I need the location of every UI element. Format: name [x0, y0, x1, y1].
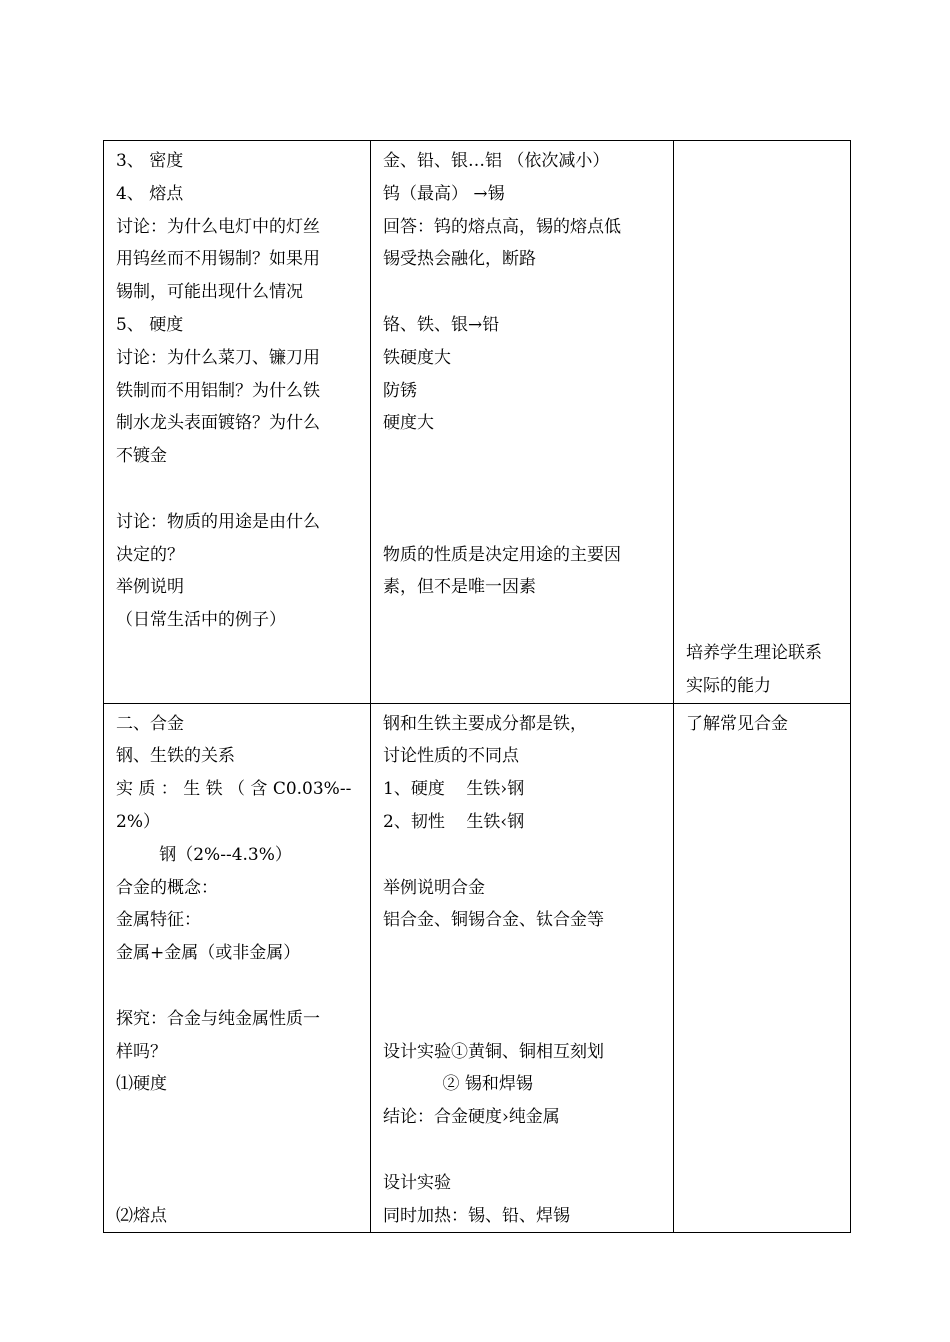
text-line: 铝合金、铜锡合金、钛合金等 [383, 910, 604, 931]
text-line: 1、硬度 生铁›钢 [383, 779, 525, 800]
text-line [686, 407, 840, 440]
text-line [383, 473, 663, 506]
text-line [686, 375, 840, 408]
text-line: 金属+金属（或非金属） [116, 943, 301, 964]
text-line: 金、铅、银…铝 （依次减小） [383, 151, 610, 171]
teaching-content-cell [104, 141, 371, 704]
text-line: 钨（最高） →锡 [383, 183, 505, 204]
text-line: 金属特征： [116, 910, 201, 931]
text-line: 铁硬度大 [383, 347, 451, 368]
table-row [104, 703, 851, 1233]
text-line [686, 178, 840, 211]
text-line: 探究：合金与纯金属性质一 [116, 1008, 320, 1029]
student-activity-cell [371, 141, 674, 704]
text-line [383, 440, 663, 473]
text-line: ⑴硬度 [116, 1074, 167, 1095]
text-line [383, 937, 663, 970]
text-line: 锡受热会融化，断路 [383, 249, 536, 270]
text-line [686, 604, 840, 637]
text-line: 钢（2%--4.3%） [116, 844, 292, 865]
text-line: 制水龙头表面镀铬？为什么 [116, 413, 320, 434]
text-line [686, 211, 840, 244]
text-line [686, 276, 840, 309]
text-line [686, 473, 840, 506]
text-line [686, 440, 840, 473]
teaching-content-cell [104, 703, 371, 1233]
text-line [116, 1167, 360, 1200]
text-line [686, 342, 840, 375]
text-line: 决定的？ [116, 544, 184, 565]
text-line: 回答：钨的熔点高，锡的熔点低 [383, 216, 621, 237]
text-line [116, 970, 360, 1003]
text-line: 硬度大 [383, 413, 434, 434]
text-line: 同时加热：锡、铅、焊锡 [383, 1205, 570, 1226]
text-line: 样吗？ [116, 1041, 167, 1062]
text-line: ⑵熔点 [116, 1205, 167, 1226]
text-line: 讨论：为什么菜刀、镰刀用 [116, 347, 320, 368]
text-line: 实际的能力 [686, 675, 771, 696]
text-line: 不镀金 [116, 446, 167, 467]
text-line: 设计实验 [383, 1172, 451, 1193]
text-line: 结论：合金硬度›纯金属 [383, 1107, 560, 1128]
text-line: 二、合金 [116, 713, 184, 734]
text-line: 2%） [116, 811, 160, 832]
text-line: 素，但不是唯一因素 [383, 577, 536, 598]
text-line: 设计实验①黄铜、铜相互刻划 [383, 1041, 604, 1062]
text-line: 实 质 ： 生 铁 （ 含 C0.03%-- [116, 779, 352, 800]
text-line: 2、韧性 生铁‹钢 [383, 811, 525, 832]
text-line [383, 839, 663, 872]
text-line [383, 970, 663, 1003]
text-line: 合金的概念： [116, 877, 218, 898]
text-line: 了解常见合金 [686, 713, 788, 734]
text-line [686, 539, 840, 572]
text-line [686, 243, 840, 276]
text-line: 物质的性质是决定用途的主要因 [383, 544, 621, 565]
text-line [686, 506, 840, 539]
design-intent-cell [674, 703, 851, 1233]
text-line [116, 1134, 360, 1167]
text-line: 讨论：物质的用途是由什么 [116, 511, 320, 532]
text-line: 培养学生理论联系 [686, 642, 822, 663]
text-line [383, 1003, 663, 1036]
text-line: 防锈 [383, 380, 417, 401]
text-line [383, 506, 663, 539]
text-line [383, 276, 663, 309]
design-intent-cell [674, 141, 851, 704]
text-line: 3、 密度 [116, 151, 184, 171]
text-line [686, 571, 840, 604]
text-line: 举例说明合金 [383, 877, 485, 898]
text-line [116, 473, 360, 506]
text-line [116, 1101, 360, 1134]
text-line: 钢和生铁主要成分都是铁， [383, 713, 587, 734]
table-row [104, 141, 851, 704]
text-line: 铁制而不用铝制？为什么铁 [116, 380, 320, 401]
text-line: 用钨丝而不用锡制？如果用 [116, 249, 320, 270]
text-line: 5、 硬度 [116, 314, 184, 335]
lesson-plan-table [103, 140, 851, 1233]
text-line: 举例说明 [116, 577, 184, 598]
text-line: 钢、生铁的关系 [116, 746, 235, 767]
text-line: 锡制，可能出现什么情况 [116, 282, 303, 303]
text-line [686, 309, 840, 342]
text-line: 铬、铁、银→铅 [383, 314, 500, 335]
student-activity-cell [371, 703, 674, 1233]
text-line: ② 锡和焊锡 [383, 1074, 533, 1095]
text-line [383, 1134, 663, 1167]
text-line: 讨论：为什么电灯中的灯丝 [116, 216, 320, 237]
text-line: 4、 熔点 [116, 183, 184, 204]
text-line: （日常生活中的例子） [116, 610, 286, 631]
text-line: 讨论性质的不同点 [383, 746, 519, 767]
text-line [686, 145, 840, 178]
